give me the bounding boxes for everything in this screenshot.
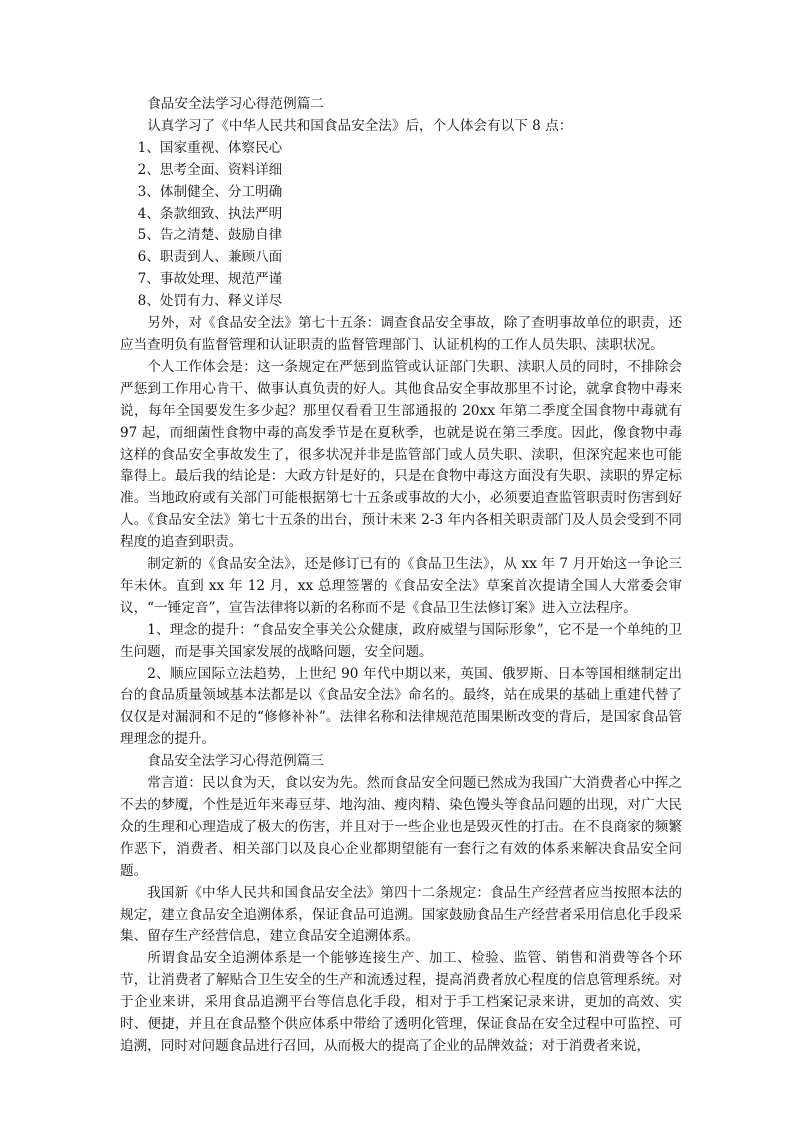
point-item: 1、国家重视、体察民心 (137, 139, 283, 156)
body-paragraph: 另外，对《食品安全法》第七十五条：调查食品安全事故，除了查明事故单位的职责，还应当查明负有监督管理和认证职责的监督管理部门、认证机构的工作人员失职、渎职状况。 (120, 315, 682, 353)
point-item: 3、体制健全、分工明确 (137, 183, 283, 200)
intro-paragraph: 认真学习了《中华人民共和国食品安全法》后，个人体会有以下 8 点： (147, 117, 573, 134)
body-paragraph: 常言道：民以食为天，食以安为先。然而食品安全问题已然成为我国广大消费者心中挥之不去的梦魇，个性是近年来毒豆芽、地沟油、瘦肉精、染色馒头等食品问题的出现，对广大民众的生理和心理造成了极大的伤害，并且对于一些企业也是毁灭性的打击。在不良商家的频繁作恶下，消费者、相关部门以及良心企业都期望能有一套行之有效的体系来解决食品安全问题。 (120, 775, 682, 879)
section-3-title: 食品安全法学习心得范例篇三 (147, 753, 324, 770)
document-page (120, 94, 682, 1058)
body-paragraph: 2、顺应国际立法趋势，上世纪 90 年代中期以来，英国、俄罗斯、日本等国相继制定出台的食品质量领域基本法都是以《食品安全法》命名的。最终，站在成果的基础上重建代替了仅仅是对漏洞和不足的“修修补补”。法律名称和法律规范范围果断改变的背后，是国家食品管理理念的提升。 (120, 665, 682, 748)
body-paragraph: 1、理念的提升：“食品安全事关公众健康，政府威望与国际形象”，它不是一个单纯的卫生问题，而是事关国家发展的战略问题，安全问题。 (120, 621, 682, 660)
body-paragraph: 制定新的《食品安全法》，还是修订已有的《食品卫生法》，从 xx 年 7 月开始这一争论三年未休。直到 xx 年 12 月，xx 总理签署的《食品安全法》草案首次提请全国人大常委会审议，“一锤定音”，宣告法律将以新的名称而不是《食品卫生法修订案》进入立法程序。 (120, 556, 682, 616)
body-paragraph: 个人工作体会是：这一条规定在严惩到监管或认证部门失职、渎职人员的同时，不排除会严惩到工作用心肯干、做事认真负责的好人。其他食品安全事故那里不讨论，就拿食物中毒来说，每年全国要发生多少起？那里仅看看卫生部通报的 20xx 年第二季度全国食物中毒就有 97 起，而细菌性食物中毒的高发季节是在夏秋季，也就是说在第三季度。因此，像食物中毒这样的食品安全事故发生了，很多状况并非是监管部门或人员失职、渎职，但深究起来也可能靠得上。最后我的结论是：大政方针是好的，只是在食物中毒这方面没有失职、渎职的界定标准。当地政府或有关部门可能根据第七十五条或事故的大小，必须要追查监管职责时伤害到好人。《食品安全法》第七十五条的出台，预计未来 2-3 年内各相关职责部门及人员会受到不同程度的追查到职责。 (120, 358, 682, 551)
point-item: 2、思考全面、资料详细 (137, 161, 283, 178)
point-item: 8、处罚有力、释义详尽 (137, 293, 283, 310)
point-item: 7、事故处理、规范严谨 (137, 271, 283, 288)
body-paragraph: 所谓食品安全追溯体系是一个能够连接生产、加工、检验、监管、销售和消费等各个环节，让消费者了解贴合卫生安全的生产和流透过程，提高消费者放心程度的信息管理系统。对于企业来讲，采用食品追溯平台等信息化手段，相对于手工档案记录来讲，更加的高效、实时、便捷，并且在食品整个供应体系中带给了透明化管理，保证食品在安全过程中可监控、可追溯，同时对问题食品进行召回，从而极大的提高了企业的品牌效益；对于消费者来说， (120, 950, 682, 1054)
point-item: 5、告之清楚、鼓励自律 (137, 227, 283, 244)
section-2-title: 食品安全法学习心得范例篇二 (147, 96, 324, 112)
body-paragraph: 我国新《中华人民共和国食品安全法》第四十二条规定：食品生产经营者应当按照本法的规定，建立食品安全追溯体系，保证食品可追溯。国家鼓励食品生产经营者采用信息化手段采集、留存生产经营信息，建立食品安全追溯体系。 (120, 884, 682, 945)
point-item: 6、职责到人、兼顾八面 (137, 249, 283, 266)
point-item: 4、条款细致、执法严明 (137, 205, 283, 222)
